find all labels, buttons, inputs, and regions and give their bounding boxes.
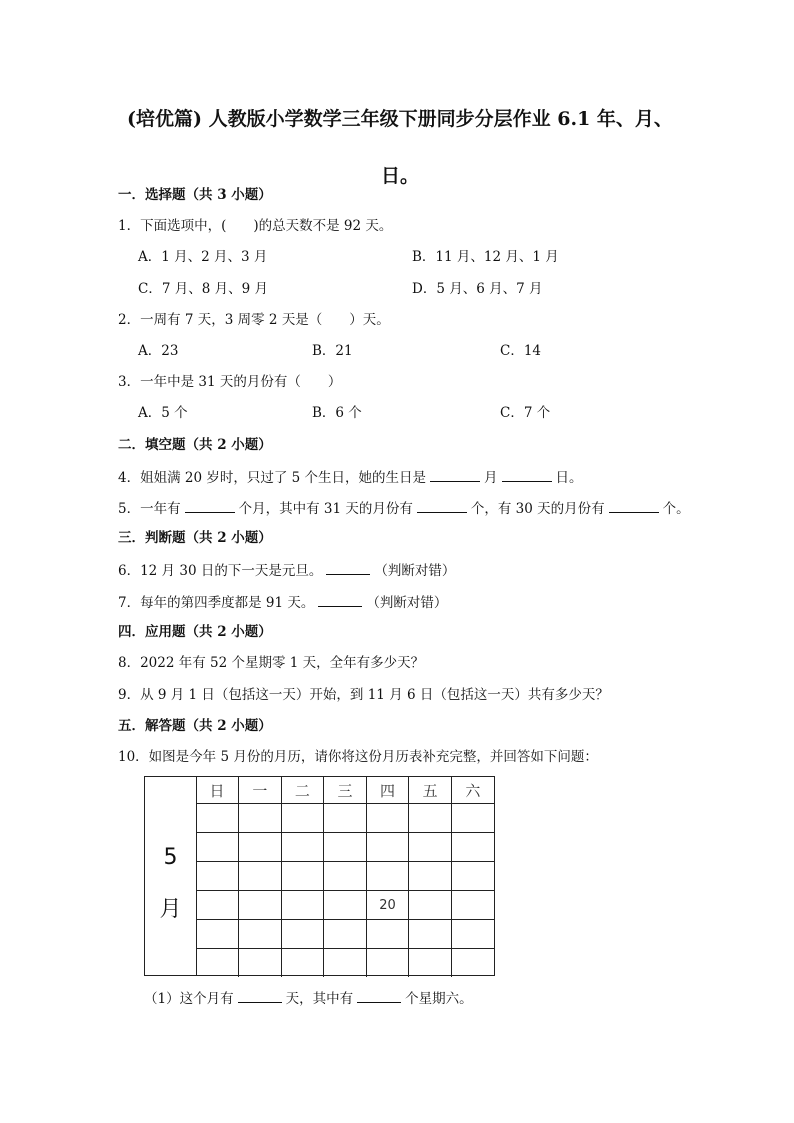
q3-option-c: C．7 个 (500, 405, 551, 421)
calendar-cell-20[interactable]: 20 (366, 891, 409, 920)
calendar-cell[interactable] (281, 862, 324, 891)
calendar-cell[interactable] (239, 891, 282, 920)
calendar-month-number: 5 (163, 845, 178, 870)
calendar-cell[interactable] (366, 862, 409, 891)
q2-option-a: A．23 (138, 343, 179, 359)
calendar-week-row (196, 920, 494, 949)
question-10-sub-1 (144, 988, 473, 1008)
weekday-mon: 一 (239, 777, 282, 804)
q3-option-a: A．5 个 (138, 405, 188, 421)
question-10: 10．如图是今年 5 月份的月历，请你将这份月历表补充完整，并回答如下问题： (118, 749, 598, 765)
q10-blank-saturdays[interactable] (357, 988, 401, 1003)
calendar-cell[interactable] (366, 949, 409, 978)
question-6 (118, 560, 455, 580)
calendar-cell[interactable] (196, 862, 239, 891)
calendar-cell[interactable] (239, 833, 282, 862)
calendar-week-row (196, 833, 494, 862)
question-5 (118, 498, 690, 518)
calendar-cell[interactable] (409, 920, 452, 949)
question-2: 2．一周有 7 天，3 周零 2 天是（ ）天。 (118, 312, 390, 328)
q10-blank-days[interactable] (238, 988, 282, 1003)
weekday-tue: 二 (281, 777, 324, 804)
calendar-week-row (196, 804, 494, 833)
q1-option-c: C．7 月、8 月、9 月 (138, 281, 268, 297)
calendar-grid (196, 777, 494, 977)
calendar-cell[interactable] (196, 804, 239, 833)
calendar-cell[interactable] (196, 920, 239, 949)
calendar-cell[interactable] (196, 891, 239, 920)
calendar-cell[interactable] (324, 804, 367, 833)
calendar-cell[interactable] (451, 949, 494, 978)
calendar-cell[interactable] (281, 920, 324, 949)
q1-option-a: A．1 月、2 月、3 月 (138, 249, 268, 265)
q10-sub1-text-1: （1）这个月有 (144, 991, 234, 1007)
calendar-cell[interactable] (451, 833, 494, 862)
calendar-cell[interactable] (451, 891, 494, 920)
calendar-cell[interactable] (196, 949, 239, 978)
calendar-month-char: 月 (159, 897, 182, 922)
q2-option-b: B．21 (312, 343, 353, 359)
calendar-week-row (196, 891, 494, 920)
calendar-cell[interactable] (366, 804, 409, 833)
q4-text-3: 日。 (555, 470, 583, 486)
weekday-thu: 四 (366, 777, 409, 804)
q5-blank-months[interactable] (185, 498, 235, 513)
q5-blank-30[interactable] (609, 498, 659, 513)
calendar-cell[interactable] (409, 891, 452, 920)
calendar-cell[interactable] (196, 833, 239, 862)
title-line-1: (培优篇) 人教版小学数学三年级下册同步分层作业 6.1 年、月、 (127, 108, 673, 130)
weekday-wed: 三 (324, 777, 367, 804)
question-1: 1．下面选项中，( )的总天数不是 92 天。 (118, 218, 393, 234)
page-title (100, 104, 700, 191)
q1-option-d: D．5 月、6 月、7 月 (412, 281, 543, 297)
q5-blank-31[interactable] (417, 498, 467, 513)
calendar-cell[interactable] (409, 949, 452, 978)
q7-text-1: 7．每年的第四季度都是 91 天。 (118, 595, 315, 611)
section-heading-choice: 一．选择题（共 3 小题） (118, 187, 272, 203)
calendar-cell[interactable] (281, 804, 324, 833)
calendar-cell[interactable] (239, 949, 282, 978)
weekday-sun: 日 (196, 777, 239, 804)
calendar-cell[interactable] (324, 833, 367, 862)
calendar-cell[interactable] (409, 833, 452, 862)
calendar-cell[interactable] (324, 949, 367, 978)
calendar-cell[interactable] (281, 833, 324, 862)
section-heading-answer: 五．解答题（共 2 小题） (118, 718, 272, 734)
q5-text-3: 个，有 30 天的月份有 (470, 501, 605, 517)
calendar-cell[interactable] (239, 862, 282, 891)
calendar-cell[interactable] (366, 833, 409, 862)
calendar-month-label (145, 777, 197, 975)
calendar-week-row (196, 862, 494, 891)
calendar-weekday-row (196, 777, 494, 804)
question-9: 9．从 9 月 1 日（包括这一天）开始，到 11 月 6 日（包括这一天）共有多少天？ (118, 687, 609, 703)
calendar-cell[interactable] (281, 891, 324, 920)
q6-text-2: （判断对错） (374, 563, 456, 579)
q2-option-c: C．14 (500, 343, 542, 359)
calendar-cell[interactable] (409, 862, 452, 891)
calendar-cell[interactable] (324, 891, 367, 920)
q1-option-b: B．11 月、12 月、1 月 (412, 249, 559, 265)
q4-text-2: 月 (484, 470, 498, 486)
q5-text-1: 5．一年有 (118, 501, 181, 517)
section-heading-judge: 三．判断题（共 2 小题） (118, 530, 272, 546)
title-line-2: 日。 (380, 165, 419, 187)
section-heading-application: 四．应用题（共 2 小题） (118, 624, 272, 640)
calendar-cell[interactable] (409, 804, 452, 833)
q4-text-1: 4．姐姐满 20 岁时，只过了 5 个生日，她的生日是 (118, 470, 427, 486)
question-7 (118, 592, 447, 612)
q6-blank[interactable] (326, 560, 370, 575)
q4-blank-day[interactable] (502, 467, 552, 482)
q10-sub1-text-3: 个星期六。 (405, 991, 473, 1007)
calendar-cell[interactable] (451, 804, 494, 833)
q7-blank[interactable] (318, 592, 362, 607)
q4-blank-month[interactable] (430, 467, 480, 482)
calendar-cell[interactable] (366, 920, 409, 949)
question-3: 3．一年中是 31 天的月份有（ ） (118, 374, 342, 390)
q5-text-4: 个。 (662, 501, 690, 517)
calendar-cell[interactable] (324, 920, 367, 949)
calendar-cell[interactable] (451, 920, 494, 949)
question-4 (118, 467, 583, 487)
q7-text-2: （判断对错） (366, 595, 448, 611)
calendar-cell[interactable] (451, 862, 494, 891)
calendar-cell[interactable] (281, 949, 324, 978)
weekday-sat: 六 (451, 777, 494, 804)
calendar-week-row (196, 949, 494, 978)
section-heading-fill: 二．填空题（共 2 小题） (118, 437, 272, 453)
q3-option-b: B．6 个 (312, 405, 362, 421)
calendar-cell[interactable] (324, 862, 367, 891)
question-8: 8．2022 年有 52 个星期零 1 天，全年有多少天？ (118, 655, 425, 671)
q10-sub1-text-2: 天，其中有 (285, 991, 354, 1007)
weekday-fri: 五 (409, 777, 452, 804)
calendar-cell[interactable] (239, 804, 282, 833)
q5-text-2: 个月，其中有 31 天的月份有 (238, 501, 413, 517)
calendar-cell[interactable] (239, 920, 282, 949)
q6-text-1: 6．12 月 30 日的下一天是元旦。 (118, 563, 323, 579)
may-calendar (144, 776, 495, 976)
